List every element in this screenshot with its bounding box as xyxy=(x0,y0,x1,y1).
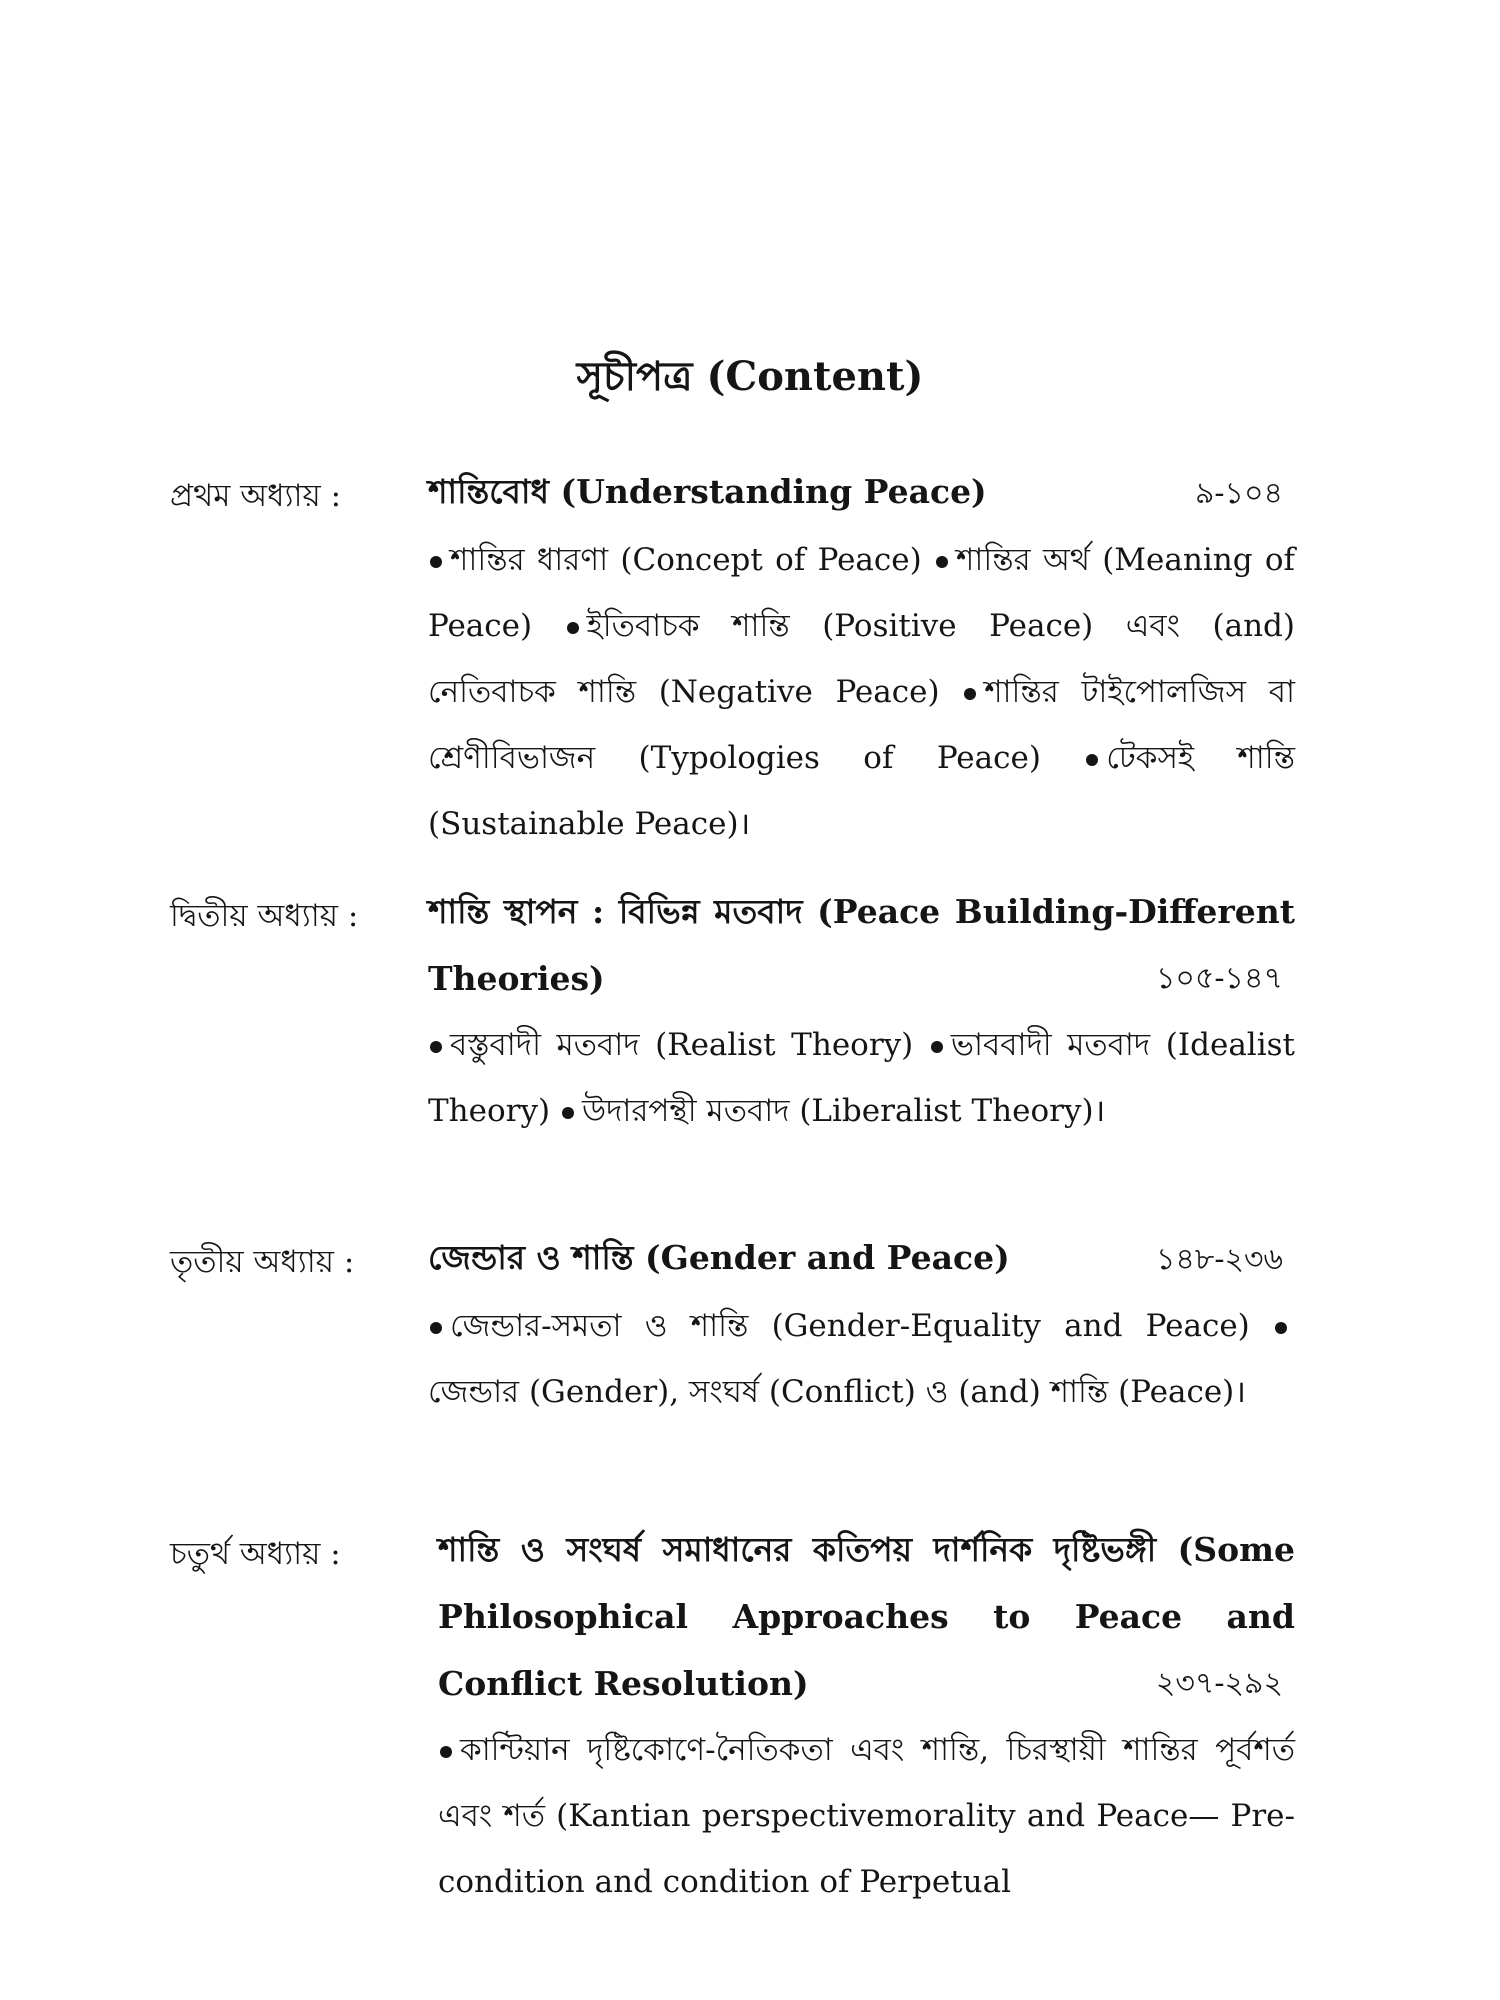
chapter-body xyxy=(428,892,1295,1144)
list-item: জেন্ডার-সমতা ও শান্তি (Gender-Equality and Peace) xyxy=(450,1308,1250,1344)
bullet-icon xyxy=(562,1107,574,1119)
list-item: উদারপন্থী মতবাদ (Liberalist Theory)। xyxy=(581,1093,1106,1129)
chapter-label: তৃতীয় অধ্যায় : xyxy=(170,1244,355,1280)
chapter-items xyxy=(438,1717,1295,1915)
list-item: কান্টিয়ান দৃষ্টিকোণে-নৈতিকতা এবং শান্তি, চিরস্থায়ী শান্তির পূর্বশর্ত এবং শর্ত (Kantian perspectivemorality and Peace— Pre-condition and condition of Perpetual xyxy=(438,1732,1295,1900)
chapter-label: চতুর্থ অধ্যায় : xyxy=(170,1536,341,1572)
bullet-icon xyxy=(1275,1322,1287,1334)
chapter-pages: ১৪৮-২৩৬ xyxy=(1155,1242,1283,1277)
chapter-title: শান্তি ও সংঘর্ষ সমাধানের কতিপয় দার্শনিক দৃষ্টিভঙ্গী (Some Philosophical Approaches to Peace and Conflict Resolution) xyxy=(438,1530,1295,1703)
chapter-heading xyxy=(428,1224,1295,1293)
chapter-heading xyxy=(428,458,1295,527)
chapter-title: শান্তিবোধ (Understanding Peace) xyxy=(428,472,987,511)
page-title: সূচীপত্র (Content) xyxy=(576,353,924,400)
chapter-items xyxy=(428,527,1295,857)
bullet-icon xyxy=(1086,754,1098,766)
list-item: শান্তির টাইপোলজিস বা শ্রেণীবিভাজন (Typologies of Peace) xyxy=(428,674,1296,776)
bullet-icon xyxy=(430,1041,442,1053)
bullet-icon xyxy=(430,556,442,568)
chapter-pages: ৯-১০৪ xyxy=(1194,476,1283,511)
chapter-heading xyxy=(438,1516,1295,1717)
bullet-icon xyxy=(931,1041,943,1053)
bullet-icon xyxy=(440,1746,452,1758)
chapter-pages: ২৩৭-২৯২ xyxy=(1155,1666,1283,1701)
chapter-body xyxy=(428,1238,1295,1425)
chapter-pages: ১০৫-১৪৭ xyxy=(1155,961,1283,996)
list-item: শান্তির ধারণা (Concept of Peace) xyxy=(450,542,922,578)
chapter-body xyxy=(428,472,1295,857)
bullet-icon xyxy=(567,622,579,634)
list-item: টেকসই শান্তি (Sustainable Peace)। xyxy=(428,740,1295,842)
list-item: ভাববাদী মতবাদ (Idealist Theory) xyxy=(428,1027,1295,1129)
chapter-label: দ্বিতীয় অধ্যায় : xyxy=(170,898,359,934)
chapter-title: শান্তি স্থাপন : বিভিন্ন মতবাদ (Peace Building-Different Theories) xyxy=(428,892,1295,998)
chapter-items xyxy=(428,1293,1295,1425)
list-item: জেন্ডার (Gender), সংঘর্ষ (Conflict) ও (and) শান্তি (Peace)। xyxy=(428,1374,1247,1410)
chapter-body xyxy=(438,1530,1295,1915)
list-item: শান্তির অর্থ (Meaning of Peace) xyxy=(428,542,1296,644)
chapter-items xyxy=(428,1012,1295,1144)
bullet-icon xyxy=(430,1322,442,1334)
chapter-heading xyxy=(428,878,1295,1012)
list-item: বস্তুবাদী মতবাদ (Realist Theory) xyxy=(450,1027,914,1063)
bullet-icon xyxy=(964,688,976,700)
bullet-icon xyxy=(936,556,948,568)
chapter-label: প্রথম অধ্যায় : xyxy=(170,478,342,514)
chapter-title: জেন্ডার ও শান্তি (Gender and Peace) xyxy=(428,1238,1010,1277)
list-item: ইতিবাচক শান্তি (Positive Peace) এবং (and) নেতিবাচক শান্তি (Negative Peace) xyxy=(428,608,1295,710)
